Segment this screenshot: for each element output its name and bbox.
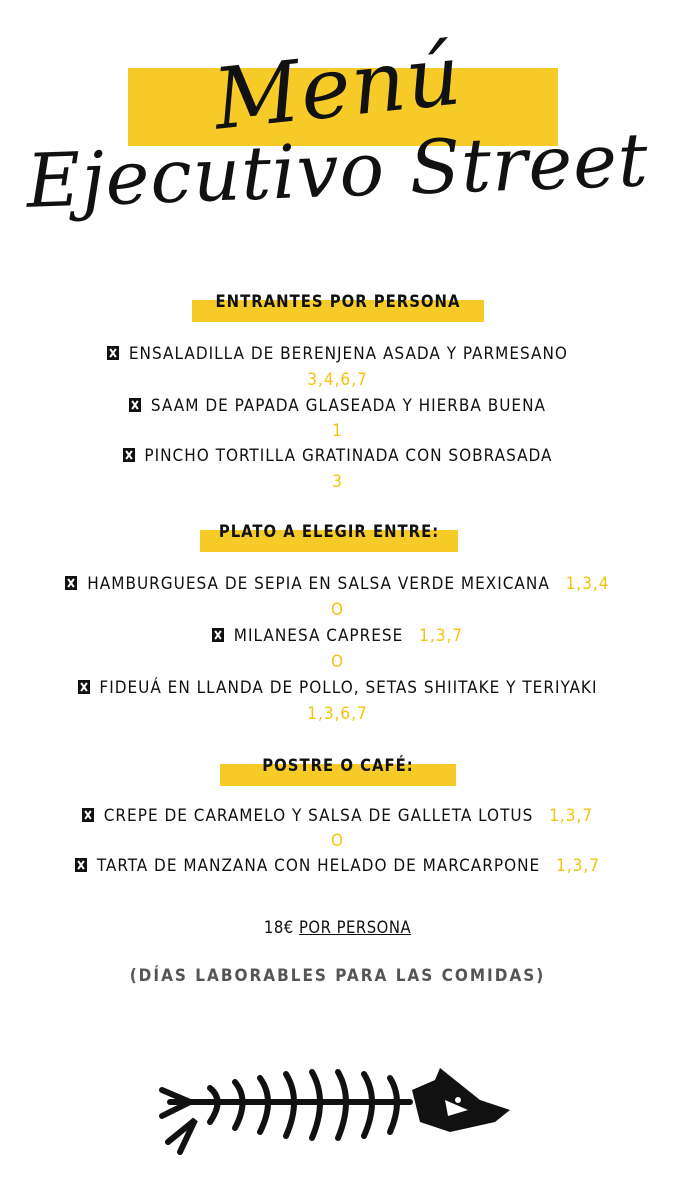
checkbox-x-icon: [82, 808, 94, 822]
item-text: CREPE DE CARAMELO Y SALSA DE GALLETA LOTUS: [103, 806, 534, 826]
item-allergens: 1,3,4: [565, 574, 610, 594]
item-allergens: 1: [332, 421, 343, 441]
menu-item: [0, 446, 675, 466]
or-separator: O: [330, 831, 345, 851]
section-header-entrantes: [192, 292, 484, 322]
item-text: PINCHO TORTILLA GRATINADA CON SOBRASADA: [144, 446, 553, 466]
item-text: FIDEUÁ EN LLANDA DE POLLO, SETAS SHIITAKE Y TERIYAKI: [99, 678, 598, 698]
checkbox-x-icon: [75, 858, 87, 872]
item-text: SAAM DE PAPADA GLASEADA Y HIERBA BUENA: [150, 396, 546, 416]
item-allergens: 1,3,7: [556, 856, 600, 876]
menu-item: [0, 344, 675, 364]
section-title: ENTRANTES POR PERSONA: [215, 292, 461, 311]
section-header-postre: [220, 756, 456, 786]
menu-title-line1: Menú: [209, 25, 466, 149]
item-text: HAMBURGUESA DE SEPIA EN SALSA VERDE MEXICANA: [87, 574, 550, 594]
checkbox-x-icon: [212, 628, 224, 642]
item-text: MILANESA CAPRESE: [233, 626, 404, 646]
price-line: [0, 918, 675, 937]
section-header-plato: [200, 522, 458, 552]
menu-item: [0, 396, 675, 416]
menu-item: [0, 856, 675, 876]
price-unit: POR PERSONA: [298, 918, 412, 937]
item-allergens: 1,3,7: [549, 806, 594, 826]
checkbox-x-icon: [123, 448, 135, 462]
section-title: PLATO A ELEGIR ENTRE:: [218, 522, 440, 541]
section-title: POSTRE O CAFÉ:: [262, 756, 414, 775]
menu-item: [0, 626, 675, 646]
item-text: ENSALADILLA DE BERENJENA ASADA Y PARMESANO: [128, 344, 568, 364]
checkbox-x-icon: [65, 576, 77, 590]
menu-item: [0, 806, 675, 826]
checkbox-x-icon: [78, 680, 90, 694]
checkbox-x-icon: [129, 398, 141, 412]
menu-item: [0, 574, 675, 594]
availability-note: (DÍAS LABORABLES PARA LAS COMIDAS): [129, 966, 546, 986]
or-separator: O: [330, 652, 345, 672]
or-separator: O: [330, 600, 345, 620]
menu-title-line2: Ejecutivo Street: [25, 117, 650, 225]
price-amount: 18€: [263, 918, 294, 937]
item-text: TARTA DE MANZANA CON HELADO DE MARCARPONE: [96, 856, 541, 876]
item-allergens: 1,3,7: [419, 626, 464, 646]
fish-skeleton-logo: [150, 1060, 520, 1160]
item-allergens: 1,3,6,7: [307, 704, 368, 724]
checkbox-x-icon: [107, 346, 119, 360]
item-allergens: 3: [332, 472, 343, 492]
menu-item: [0, 678, 675, 698]
item-allergens: 3,4,6,7: [307, 370, 368, 390]
